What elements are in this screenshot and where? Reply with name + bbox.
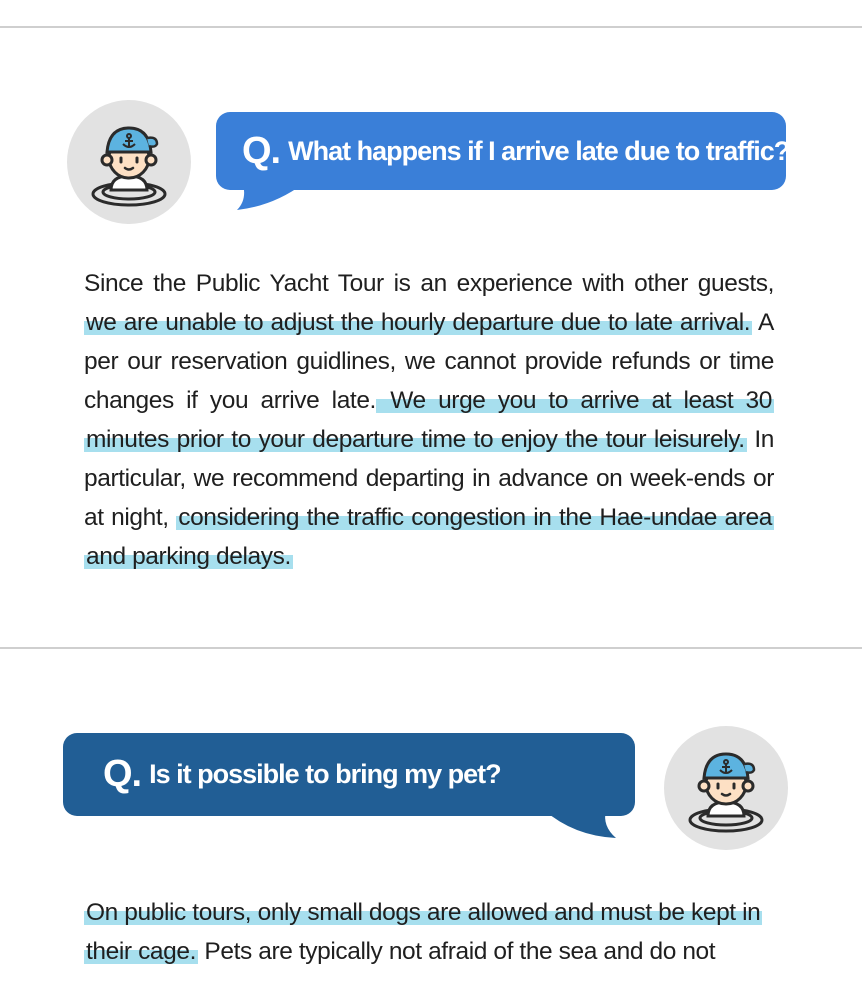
question-bubble bbox=[63, 733, 635, 816]
answer-highlight: we are unable to adjust the hourly departure due to late arrival. bbox=[86, 309, 751, 336]
section-divider bbox=[0, 647, 862, 649]
top-divider bbox=[0, 26, 862, 28]
answer-segment: In particular, we recommend departing in advance on week-ends or at night, bbox=[84, 426, 774, 531]
answer-text bbox=[84, 264, 774, 576]
question-bubble bbox=[216, 112, 790, 190]
sailor-avatar-icon bbox=[664, 726, 788, 850]
sailor-character-icon bbox=[83, 116, 175, 208]
answer-text bbox=[84, 893, 774, 971]
answer-segment: Since the Public Yacht Tour is an experience with other guests, bbox=[84, 270, 774, 297]
sailor-avatar-icon bbox=[67, 100, 191, 224]
answer-segment: Pets are typically not afraid of the sea and do not bbox=[198, 938, 716, 965]
question-text: Is it possible to bring my pet? bbox=[149, 759, 501, 789]
answer-highlight: considering the traffic congestion in the Hae-undae area and parking delays. bbox=[86, 504, 772, 570]
answer-highlight: On public tours, only small dogs are allowed and must be kept in their cage. bbox=[86, 899, 761, 965]
question-text: What happens if I arrive late due to traffic? bbox=[288, 135, 790, 166]
answer-segment: A per our reservation guidlines, we cannot provide refunds or time changes if you arrive late. bbox=[84, 309, 775, 414]
sailor-character-icon bbox=[680, 742, 772, 834]
question-mark-label: Q. bbox=[103, 753, 142, 795]
question-mark-label: Q. bbox=[242, 129, 281, 172]
answer-highlight: We urge you to arrive at least 30 minutes prior to your departure time to enjoy the tour leisurely. bbox=[86, 387, 772, 453]
